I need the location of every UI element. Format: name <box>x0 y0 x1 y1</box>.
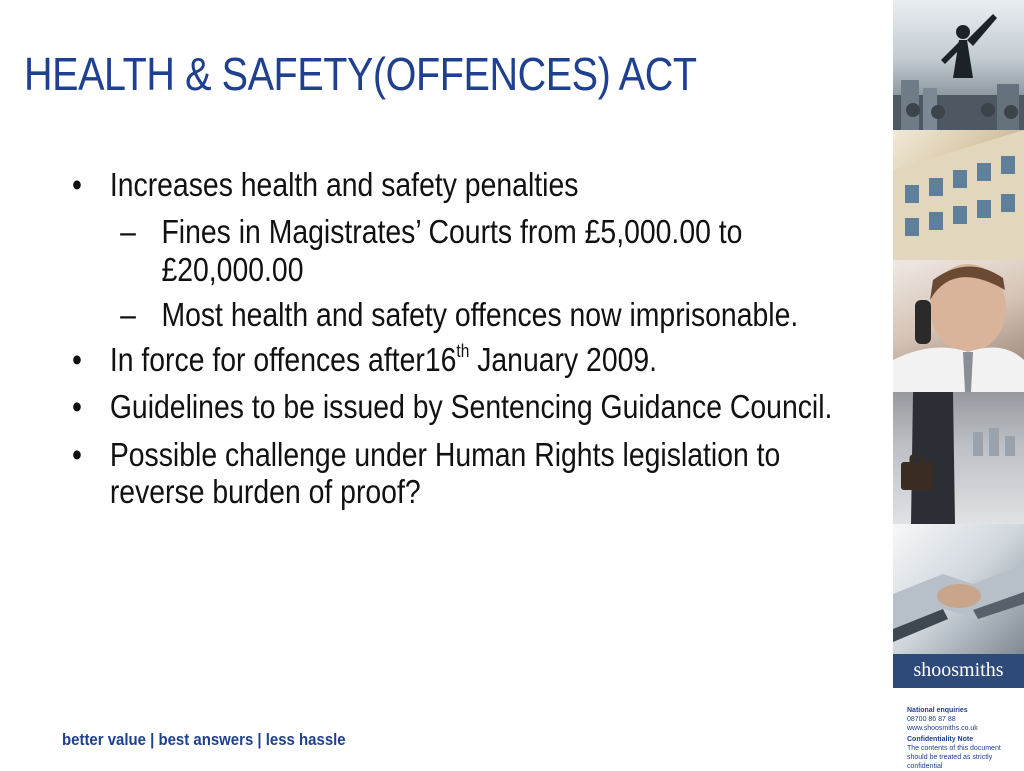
contact-website: www.shoosmiths.co.uk <box>907 724 978 732</box>
man-on-phone-image <box>893 260 1024 392</box>
slide-title: HEALTH & SAFETY(OFFENCES) ACT <box>24 48 697 100</box>
logo-bar <box>893 654 1024 688</box>
building-facade-image <box>893 130 1024 260</box>
sub-bullet-text: Fines in Magistrates’ Courts from £5,000.00 to £20,000.00 <box>161 213 743 288</box>
handshake-icon <box>893 524 1024 654</box>
shoosmiths-logo: shoosmiths <box>913 659 1004 681</box>
confidentiality-heading: Confidentiality Note <box>907 736 974 744</box>
sub-bullet-mark: – <box>120 295 136 333</box>
sub-bullet-text: Most health and safety offences now imprisonable. <box>161 295 799 333</box>
bullet-item <box>72 341 846 378</box>
businessman-silhouette-icon <box>893 0 1024 130</box>
bullet-text-after: January 2009. <box>469 341 658 379</box>
sub-bullet-item <box>72 213 846 288</box>
handshake-image <box>893 524 1024 654</box>
businessman-silhouette-image <box>893 0 1024 130</box>
sub-bullet-item <box>72 296 846 333</box>
contact-phone: 08700 86 87 88 <box>907 715 956 723</box>
slide-body <box>72 166 846 520</box>
contact-info <box>907 707 1017 771</box>
bullet-superscript: th <box>456 341 470 362</box>
bullet-text: Guidelines to be issued by Sentencing Guidance Council. <box>109 388 833 426</box>
footer-tagline: better value | best answers | less hassle <box>62 730 346 749</box>
bullet-mark: • <box>72 435 82 473</box>
bullet-mark: • <box>72 388 82 426</box>
bullet-item <box>72 388 846 425</box>
bullet-text: Possible challenge under Human Rights legislation to reverse burden of proof? <box>109 435 781 510</box>
bullet-mark: • <box>72 341 82 379</box>
bullet-item <box>72 166 846 203</box>
bullet-mark: • <box>72 166 82 203</box>
bullet-item <box>72 436 846 511</box>
contact-heading: National enquiries <box>907 707 968 714</box>
sub-bullet-mark: – <box>120 213 136 251</box>
image-strip <box>893 0 1024 688</box>
businessman-briefcase-image <box>893 392 1024 524</box>
bullet-text-before: In force for offences after16 <box>109 341 457 379</box>
building-facade-icon <box>893 130 1024 260</box>
businessman-briefcase-icon <box>893 392 1024 524</box>
bullet-text: Increases health and safety penalties <box>109 166 579 203</box>
confidentiality-note: The contents of this document should be treated as strictly confidential <box>907 745 1001 770</box>
man-on-phone-icon <box>893 260 1024 392</box>
